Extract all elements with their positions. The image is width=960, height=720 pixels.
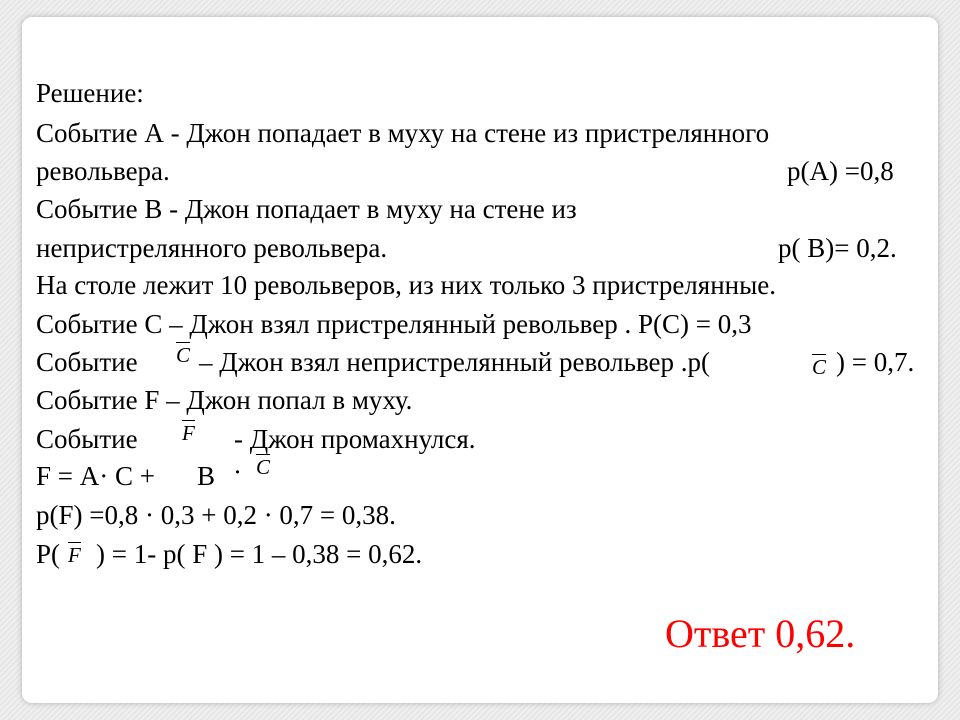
event-b-line-1: Событие В - Джон попадает в муху на стене из	[36, 194, 577, 224]
event-b-line-2: непристрелянного револьвера.	[36, 233, 388, 263]
event-f-line: Событие F – Джон попал в муху.	[36, 385, 413, 415]
event-a-line-2: револьвера.	[36, 156, 170, 186]
event-c-bar-label: Событие	[36, 347, 138, 377]
c-bar-symbol: С	[176, 343, 191, 367]
probability-b: р( В)= 0,2.	[778, 233, 897, 263]
probability-f-bar-prefix: Р(	[36, 539, 61, 569]
probability-f-bar-formula: ) = 1- р( F ) = 1 – 0,38 = 0,62.	[96, 539, 423, 569]
probability-c-bar: ) = 0,7.	[836, 347, 915, 377]
event-f-bar-description: - Джон промахнулся.	[234, 424, 476, 454]
solution-heading: Решение:	[36, 78, 144, 108]
formula-f-left: F = А· С +	[36, 461, 155, 491]
f-bar-symbol-probability: F	[68, 543, 81, 567]
event-c-bar-description: – Джон взял непристрелянный револьвер .р(	[199, 347, 711, 377]
event-a-line-1: Событие А - Джон попадает в муху на стене из пристрелянного	[36, 118, 770, 148]
formula-c-bar-symbol: С	[256, 455, 271, 479]
probability-a: р(А) =0,8	[787, 156, 894, 186]
event-f-bar-label: Событие	[36, 424, 138, 454]
event-c-line: Событие С – Джон взял пристрелянный револьвер . Р(С) = 0,3	[36, 309, 752, 339]
answer-text: Ответ 0,62.	[665, 611, 856, 656]
formula-f-dot: ·	[233, 457, 242, 487]
probability-f-formula: р(F) =0,8 · 0,3 + 0,2 · 0,7 = 0,38.	[36, 500, 396, 530]
c-bar-symbol-probability: С	[812, 355, 827, 379]
f-bar-symbol: F	[182, 421, 195, 445]
revolvers-on-table-line: На столе лежит 10 револьверов, из них только 3 пристрелянные.	[36, 270, 776, 300]
formula-f-b: В	[197, 461, 216, 491]
